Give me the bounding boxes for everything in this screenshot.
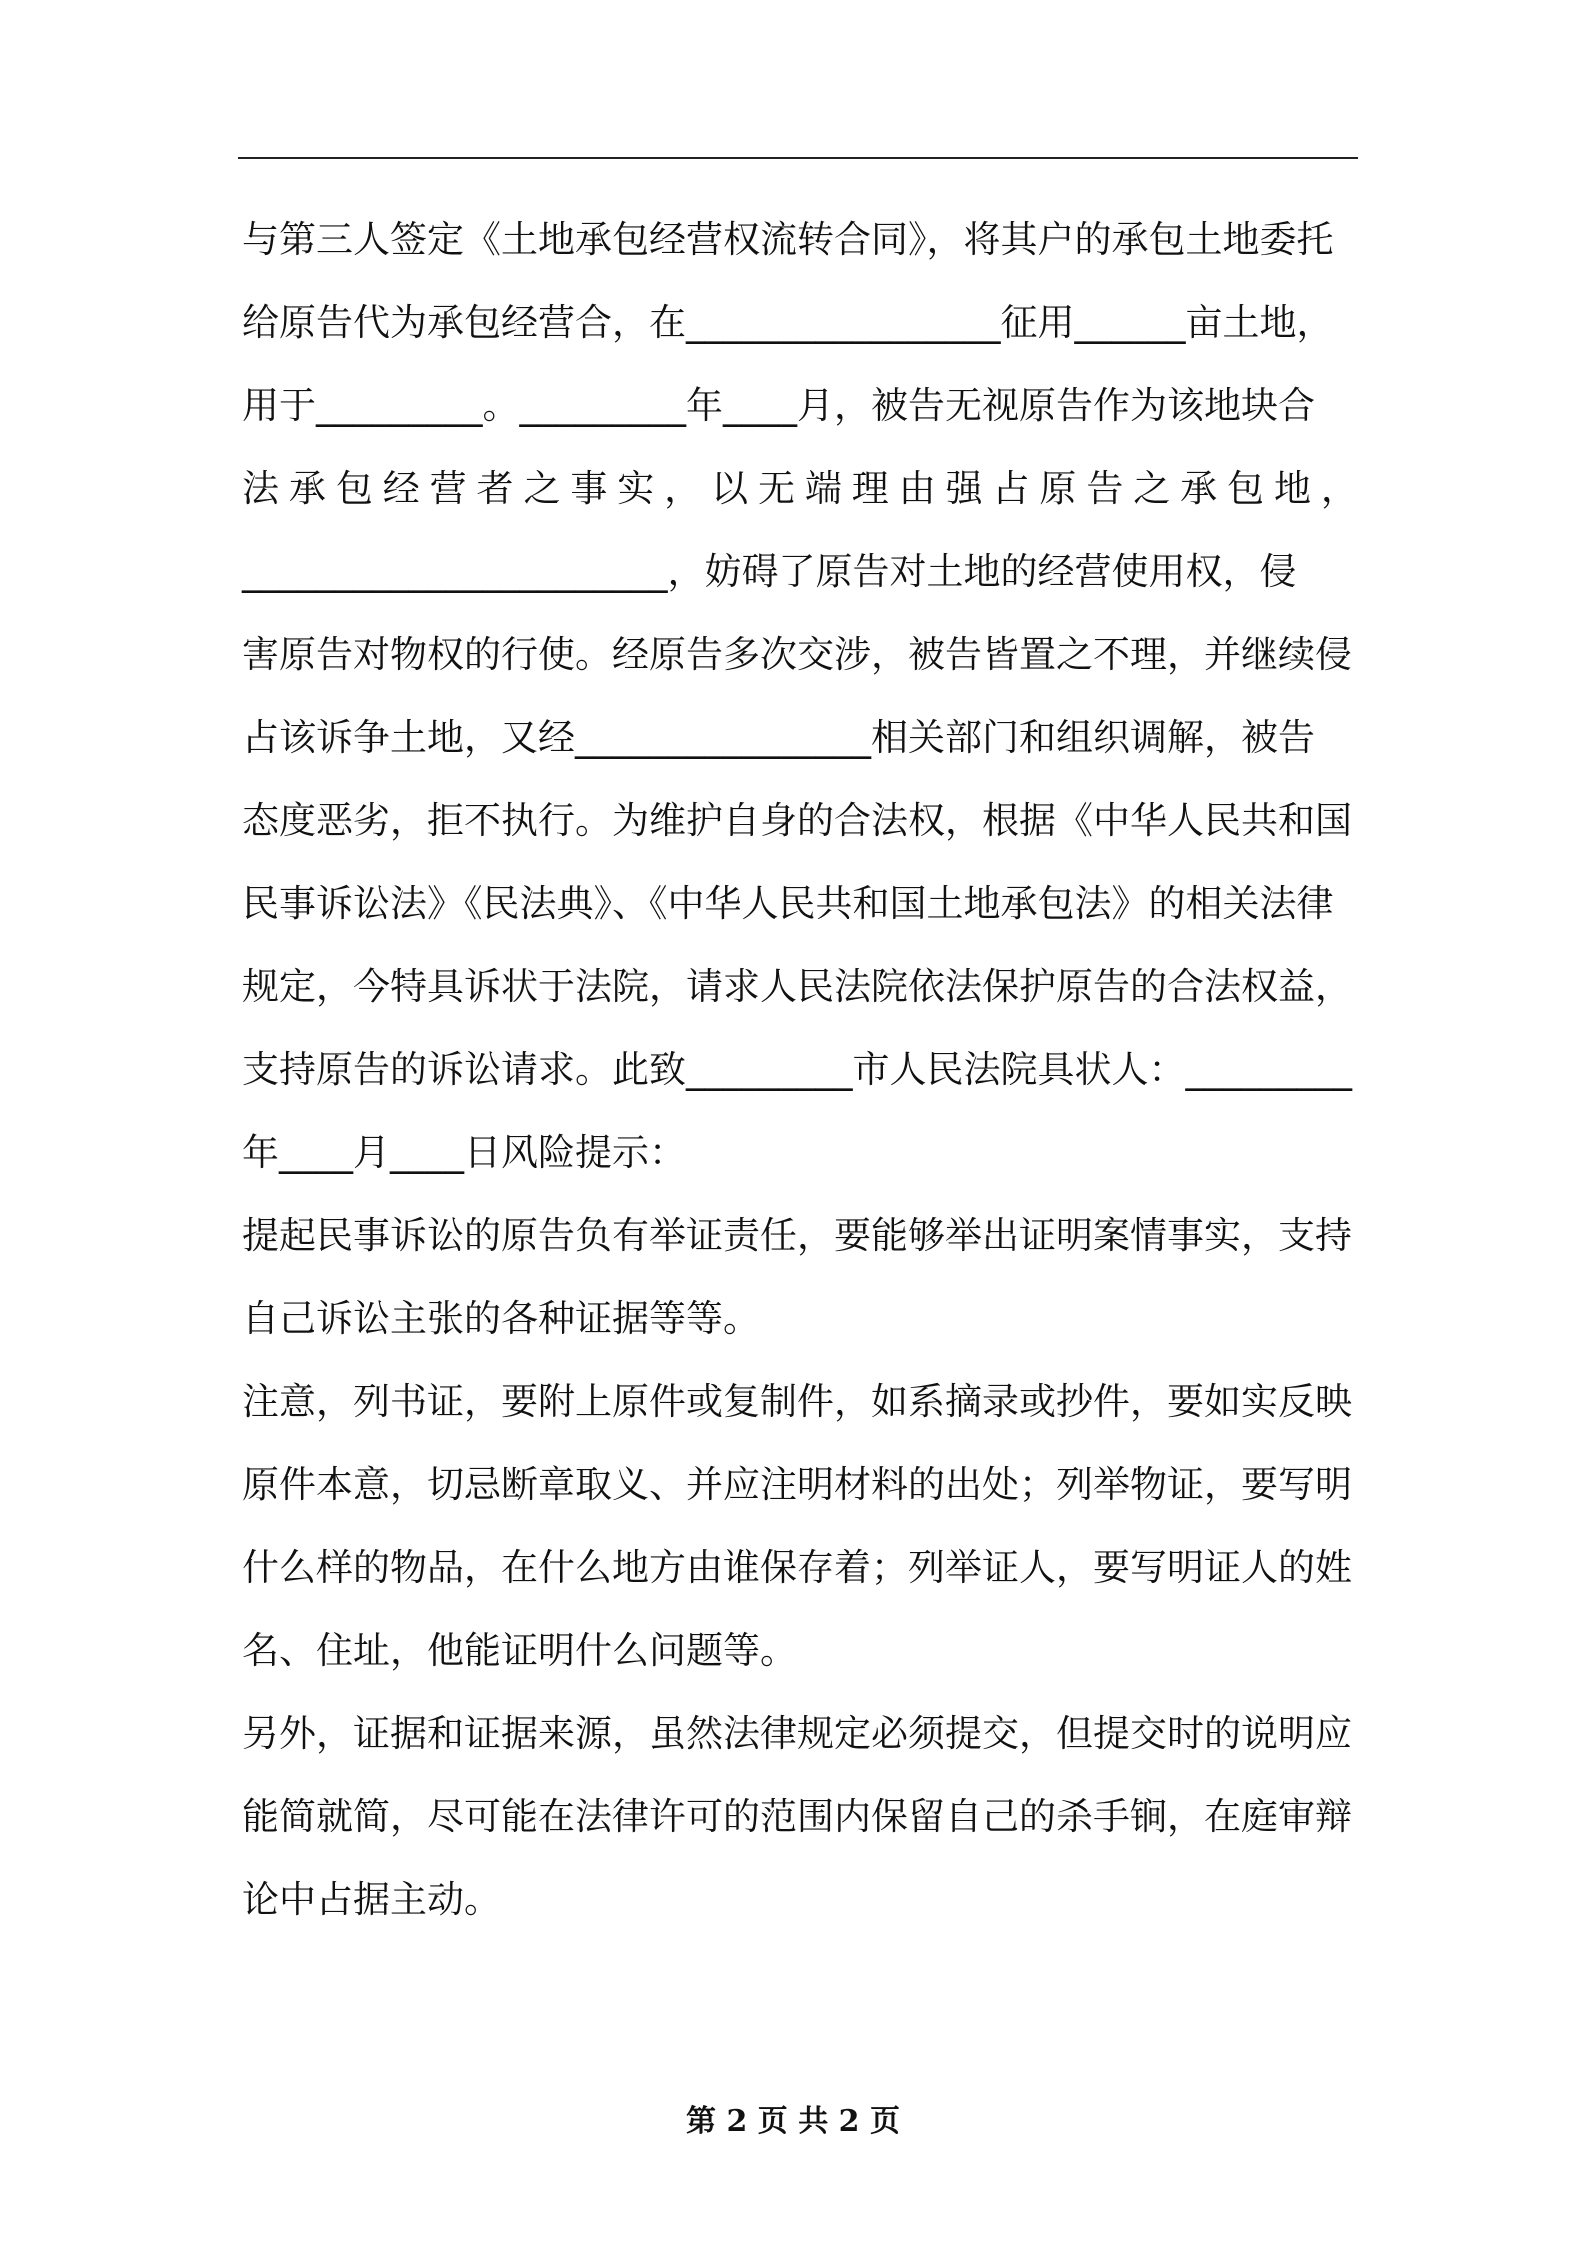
document-body [242,198,1358,1941]
glyph: 由 [898,467,936,510]
glyph: 原 [1039,467,1077,510]
header-rule [238,157,1358,159]
text-line: 提起民事诉讼的原告负有举证责任，要能够举出证明案情事实，支持 [242,1214,1352,1257]
text-line: 名、住址，他能证明什么问题等。 [242,1629,797,1672]
text-line: _______________________，妨碍了原告对土地的经营使用权，侵 [242,550,1297,593]
text-line-justified [242,447,1358,530]
glyph: 理 [851,467,889,510]
text-line: 注意，列书证，要附上原件或复制件，如系摘录或抄件，要如实反映 [242,1380,1352,1423]
text-line: 民事诉讼法》《民法典》、《中华人民共和国土地承包法》的相关法律 [242,882,1334,925]
glyph: 包 [1227,467,1265,510]
text-line: 原件本意，切忌断章取义、并应注明材料的出处；列举物证，要写明 [242,1463,1352,1506]
glyph: 占 [992,467,1030,510]
page-number: 第 2 页 共 2 页 [686,2104,900,2139]
text-line: 用于_________。_________年____月，被告无视原告作为该地块合 [242,384,1315,427]
glyph: 事 [570,467,608,510]
text-line: 给原告代为承包经营合，在_________________征用______亩土地， [242,301,1334,344]
glyph: 经 [382,467,420,510]
glyph: 端 [804,467,842,510]
text-line: 态度恶劣，拒不执行。为维护自身的合法权，根据《中华人民共和国 [242,799,1352,842]
text-line: 能简就简，尽可能在法律许可的范围内保留自己的杀手锏，在庭审辩 [242,1795,1352,1838]
text-line: 规定，今特具诉状于法院，请求人民法院依法保护原告的合法权益， [242,965,1352,1008]
glyph: 承 [288,467,326,510]
text-line: 论中占据主动。 [242,1878,501,1921]
glyph: 无 [757,467,795,510]
glyph: 以 [711,467,749,510]
glyph: 承 [1180,467,1218,510]
glyph: 之 [1133,467,1171,510]
glyph: 告 [1086,467,1124,510]
glyph: 者 [476,467,514,510]
glyph: 地 [1273,467,1311,510]
glyph: 包 [335,467,373,510]
text-line: 年____月____日风险提示： [242,1131,686,1174]
glyph: ， [664,467,702,510]
glyph: 之 [523,467,561,510]
text-line: 害原告对物权的行使。经原告多次交涉，被告皆置之不理，并继续侵 [242,633,1352,676]
glyph: 法 [242,467,279,510]
text-line: 另外，证据和证据来源，虽然法律规定必须提交，但提交时的说明应 [242,1712,1352,1755]
glyph: 强 [945,467,983,510]
text-line: 自己诉讼主张的各种证据等等。 [242,1297,760,1340]
text-line: 占该诉争土地，又经________________相关部门和组织调解，被告 [242,716,1315,759]
text-line: 什么样的物品，在什么地方由谁保存着；列举证人，要写明证人的姓 [242,1546,1352,1589]
glyph: 营 [429,467,467,510]
text-line: 与第三人签定《土地承包经营权流转合同》，将其户的承包土地委托 [242,218,1334,261]
glyph: ， [1320,467,1358,510]
glyph: 实 [617,467,655,510]
text-line: 支持原告的诉讼请求。此致_________市人民法院具状人：_________ [242,1048,1352,1091]
